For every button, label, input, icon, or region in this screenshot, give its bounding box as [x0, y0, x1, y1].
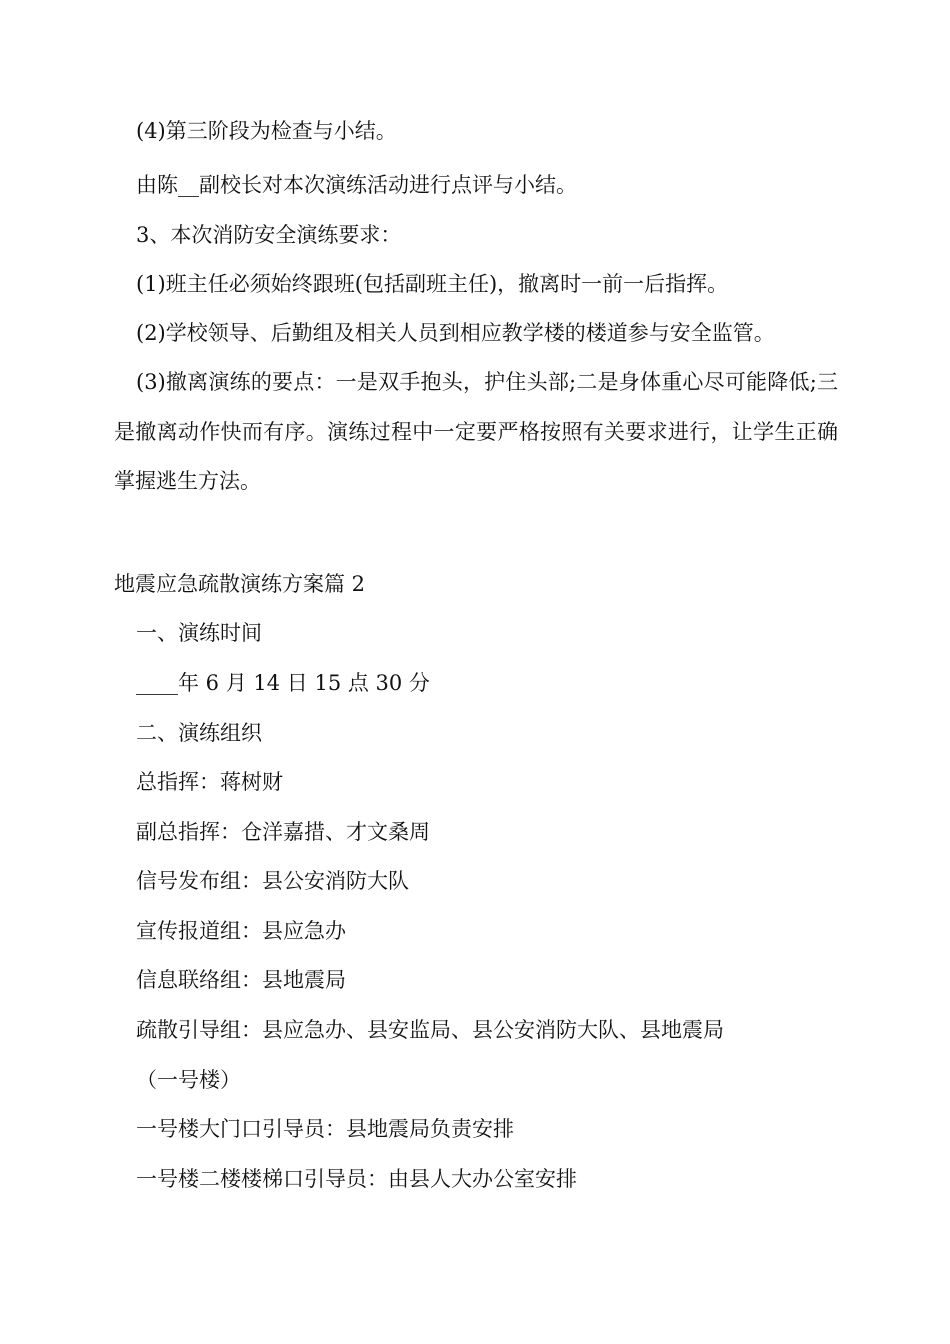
deputy-commander-text: 副总指挥：仓洋嘉措、才文桑周 [136, 820, 430, 844]
commander-text: 总指挥：蒋树财 [136, 770, 283, 794]
stair-guide-text: 一号楼二楼楼梯口引导员：由县人大办公室安排 [136, 1167, 577, 1191]
evacuation-group-text: 疏散引导组：县应急办、县安监局、县公安消防大队、县地震局 [136, 1018, 724, 1042]
signal-group-text: 信号发布组：县公安消防大队 [136, 869, 409, 893]
requirement-1: (1)班主任必须始终跟班(包括副班主任)，撤离时一前一后指挥。 [136, 272, 729, 296]
publicity-group-text: 宣传报道组：县应急办 [136, 919, 346, 943]
time-value: ____年 6 月 14 日 15 点 30 分 [136, 671, 430, 695]
organization-heading: 二、演练组织 [136, 721, 262, 745]
requirement-2: (2)学校领导、后勤组及相关人员到相应教学楼的楼道参与安全监管。 [136, 321, 775, 345]
section-title: 地震应急疏散演练方案篇 2 [114, 572, 366, 596]
requirement-3: (3)撤离演练的要点：一是双手抱头，护住头部;二是身体重心尽可能降低;三是撤离动作快而有序。演练过程中一定要严格按照有关要求进行，让学生正确掌握逃生方法。 [114, 370, 838, 493]
stage4-text: (4)第三阶段为检查与小结。 [136, 119, 397, 143]
gate-guide-text: 一号楼大门口引导员：县地震局负责安排 [136, 1117, 514, 1141]
building-1-label: （一号楼） [136, 1068, 241, 1092]
time-heading: 一、演练时间 [136, 621, 262, 645]
requirements-heading: 3、本次消防安全演练要求： [136, 223, 402, 247]
liaison-group-text: 信息联络组：县地震局 [136, 968, 346, 992]
summary-text: 由陈__副校长对本次演练活动进行点评与小结。 [136, 173, 577, 197]
